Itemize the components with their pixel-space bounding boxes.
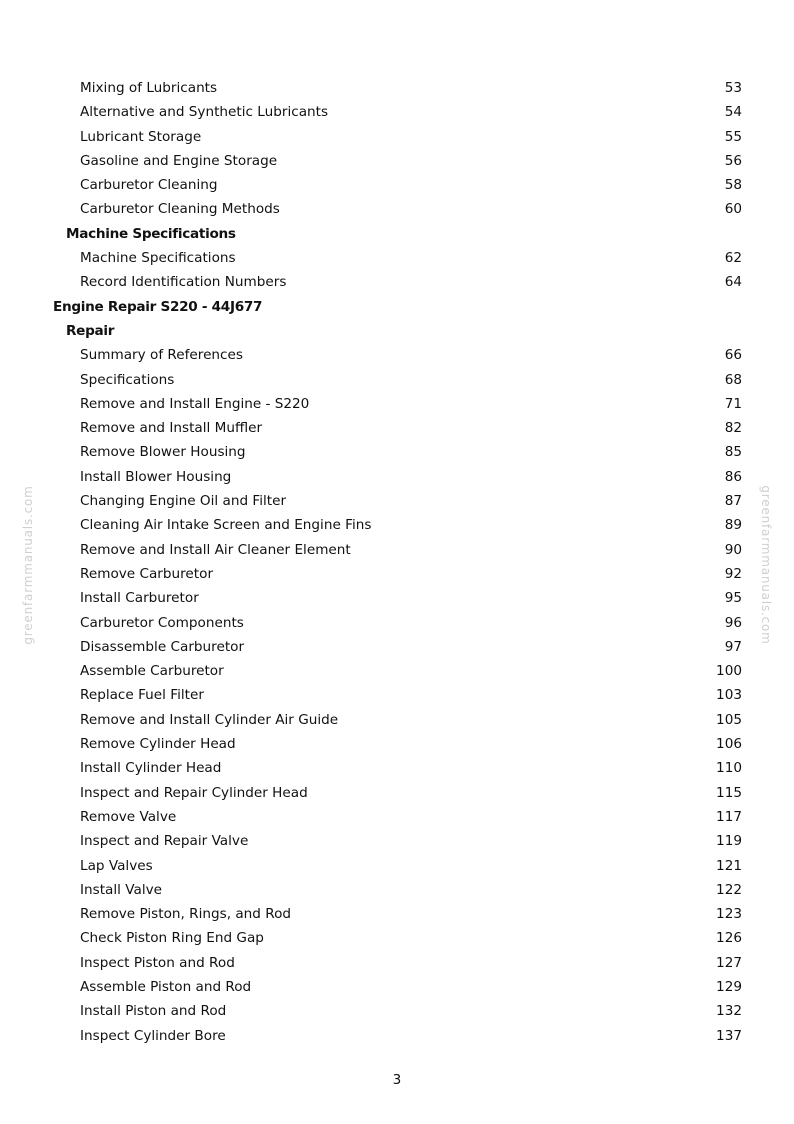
toc-entry-page-number: 110: [716, 760, 742, 777]
toc-entry-title: Machine Specifications: [80, 250, 236, 267]
toc-entry-page-number: 121: [716, 857, 742, 874]
toc-entry-page-number: 129: [716, 978, 742, 995]
toc-entry-title: Mixing of Lubricants: [80, 80, 218, 96]
toc-entry-title: Remove Carburetor: [80, 565, 214, 582]
toc-entry-page-number: 127: [716, 954, 742, 971]
toc-entry-title: Cleaning Air Intake Screen and Engine Fins: [80, 517, 372, 534]
toc-entry[interactable]: [0, 343, 794, 367]
toc-entry-title: Remove Valve: [80, 808, 177, 825]
toc-section-heading[interactable]: [0, 319, 794, 343]
toc-entry-title: Inspect Cylinder Bore: [80, 1027, 226, 1044]
toc-entry-title: Carburetor Cleaning: [80, 177, 218, 194]
toc-entry[interactable]: [0, 732, 794, 756]
toc-entry-title: Disassemble Carburetor: [80, 638, 245, 655]
toc-entry[interactable]: [0, 392, 794, 416]
toc-entry-title: Install Piston and Rod: [80, 1003, 227, 1020]
toc-entry[interactable]: [0, 489, 794, 513]
toc-entry-page-number: 100: [716, 663, 742, 680]
toc-entry-page-number: 123: [716, 906, 742, 923]
toc-entry-title: Carburetor Cleaning Methods: [80, 201, 280, 218]
toc-entry-title: Install Carburetor: [80, 590, 199, 607]
toc-entry-page-number: 56: [724, 152, 742, 169]
toc-entry-title: Remove Cylinder Head: [80, 736, 236, 753]
table-of-contents: [0, 76, 794, 1048]
toc-entry-title: Repair: [66, 322, 115, 339]
toc-entry-page-number: 60: [724, 201, 742, 218]
toc-entry-title: Record Identification Numbers: [80, 274, 287, 291]
toc-entry-title: Changing Engine Oil and Filter: [80, 493, 287, 510]
toc-entry-title: Inspect Piston and Rod: [80, 954, 235, 971]
toc-entry[interactable]: [0, 465, 794, 489]
toc-entry-page-number: 122: [716, 881, 742, 898]
toc-entry[interactable]: [0, 683, 794, 707]
toc-entry-page-number: 137: [716, 1027, 742, 1044]
toc-entry-title: Engine Repair S220 - 44J677: [53, 298, 263, 315]
toc-entry-page-number: 96: [724, 614, 742, 631]
toc-entry-page-number: 54: [724, 104, 742, 121]
toc-entry[interactable]: [0, 975, 794, 999]
watermark-left: greenfarmmanuals.com: [21, 485, 35, 645]
toc-entry[interactable]: [0, 829, 794, 853]
toc-entry-title: Remove and Install Air Cleaner Element: [80, 541, 351, 558]
toc-entry-title: Remove and Install Muffler: [80, 420, 263, 437]
toc-entry[interactable]: [0, 635, 794, 659]
toc-entry-page-number: 90: [724, 541, 742, 558]
toc-entry-page-number: 53: [724, 80, 742, 96]
toc-entry[interactable]: [0, 902, 794, 926]
toc-section-heading[interactable]: [0, 222, 794, 246]
toc-entry-page-number: 105: [716, 711, 742, 728]
toc-entry[interactable]: [0, 781, 794, 805]
toc-entry-title: Assemble Piston and Rod: [80, 978, 252, 995]
toc-entry-page-number: 71: [724, 395, 742, 412]
toc-entry[interactable]: [0, 951, 794, 975]
toc-entry[interactable]: [0, 708, 794, 732]
toc-entry[interactable]: [0, 100, 794, 124]
toc-entry-title: Machine Specifications: [66, 225, 236, 242]
toc-entry-title: Install Valve: [80, 881, 163, 898]
toc-entry[interactable]: [0, 125, 794, 149]
toc-entry-page-number: 87: [724, 493, 742, 510]
toc-entry-title: Inspect and Repair Cylinder Head: [80, 784, 308, 801]
toc-entry-page-number: 58: [724, 177, 742, 194]
toc-entry[interactable]: [0, 197, 794, 221]
toc-entry[interactable]: [0, 854, 794, 878]
toc-entry[interactable]: [0, 173, 794, 197]
toc-entry[interactable]: [0, 368, 794, 392]
toc-entry-title: Inspect and Repair Valve: [80, 833, 249, 850]
toc-entry[interactable]: [0, 756, 794, 780]
toc-entry-title: Remove and Install Engine - S220: [80, 395, 310, 412]
toc-section-heading[interactable]: [0, 295, 794, 319]
toc-entry-page-number: 106: [716, 736, 742, 753]
toc-entry[interactable]: [0, 440, 794, 464]
toc-entry-page-number: 82: [724, 420, 742, 437]
toc-entry-page-number: 115: [716, 784, 742, 801]
toc-entry-page-number: 117: [716, 808, 742, 825]
toc-entry-page-number: 85: [724, 444, 742, 461]
toc-entry-title: Remove Piston, Rings, and Rod: [80, 906, 292, 923]
toc-entry-title: Install Blower Housing: [80, 468, 232, 485]
toc-entry-title: Lap Valves: [80, 857, 153, 874]
toc-entry[interactable]: [0, 878, 794, 902]
toc-entry-title: Alternative and Synthetic Lubricants: [80, 104, 329, 121]
toc-entry[interactable]: [0, 611, 794, 635]
toc-entry-page-number: 92: [724, 565, 742, 582]
toc-entry[interactable]: [0, 149, 794, 173]
toc-entry-title: Assemble Carburetor: [80, 663, 224, 680]
toc-entry[interactable]: [0, 538, 794, 562]
toc-entry-title: Lubricant Storage: [80, 128, 202, 145]
toc-entry[interactable]: [0, 270, 794, 294]
toc-entry-page-number: 89: [724, 517, 742, 534]
toc-entry[interactable]: [0, 513, 794, 537]
toc-entry-page-number: 68: [724, 371, 742, 388]
toc-entry-title: Remove Blower Housing: [80, 444, 246, 461]
toc-entry-page-number: 66: [724, 347, 742, 364]
toc-entry-title: Install Cylinder Head: [80, 760, 222, 777]
toc-entry-title: Carburetor Components: [80, 614, 244, 631]
page-number: 3: [392, 1072, 402, 1088]
toc-entry-title: Check Piston Ring End Gap: [80, 930, 264, 947]
toc-entry-page-number: 132: [716, 1003, 742, 1020]
toc-entry-title: Replace Fuel Filter: [80, 687, 204, 704]
toc-entry[interactable]: [0, 416, 794, 440]
toc-entry-page-number: 119: [716, 833, 742, 850]
toc-entry[interactable]: [0, 586, 794, 610]
toc-entry-title: Summary of References: [80, 347, 243, 364]
toc-entry[interactable]: [0, 76, 794, 100]
toc-entry-page-number: 97: [724, 638, 742, 655]
toc-entry[interactable]: [0, 1024, 794, 1048]
toc-entry-title: Gasoline and Engine Storage: [80, 152, 278, 169]
toc-entry-page-number: 95: [724, 590, 742, 607]
toc-entry[interactable]: [0, 999, 794, 1023]
toc-entry[interactable]: [0, 562, 794, 586]
toc-entry-page-number: 55: [724, 128, 742, 145]
watermark-right: greenfarmmanuals.com: [759, 485, 773, 645]
toc-entry-page-number: 126: [716, 930, 742, 947]
toc-entry-title: Specifications: [80, 371, 175, 388]
toc-entry-title: Remove and Install Cylinder Air Guide: [80, 711, 339, 728]
toc-entry[interactable]: [0, 805, 794, 829]
toc-entry-page-number: 86: [724, 468, 742, 485]
toc-entry-page-number: 62: [724, 250, 742, 267]
toc-entry-page-number: 103: [716, 687, 742, 704]
toc-entry-page-number: 64: [724, 274, 742, 291]
toc-entry[interactable]: [0, 926, 794, 950]
toc-entry[interactable]: [0, 246, 794, 270]
toc-entry[interactable]: [0, 659, 794, 683]
